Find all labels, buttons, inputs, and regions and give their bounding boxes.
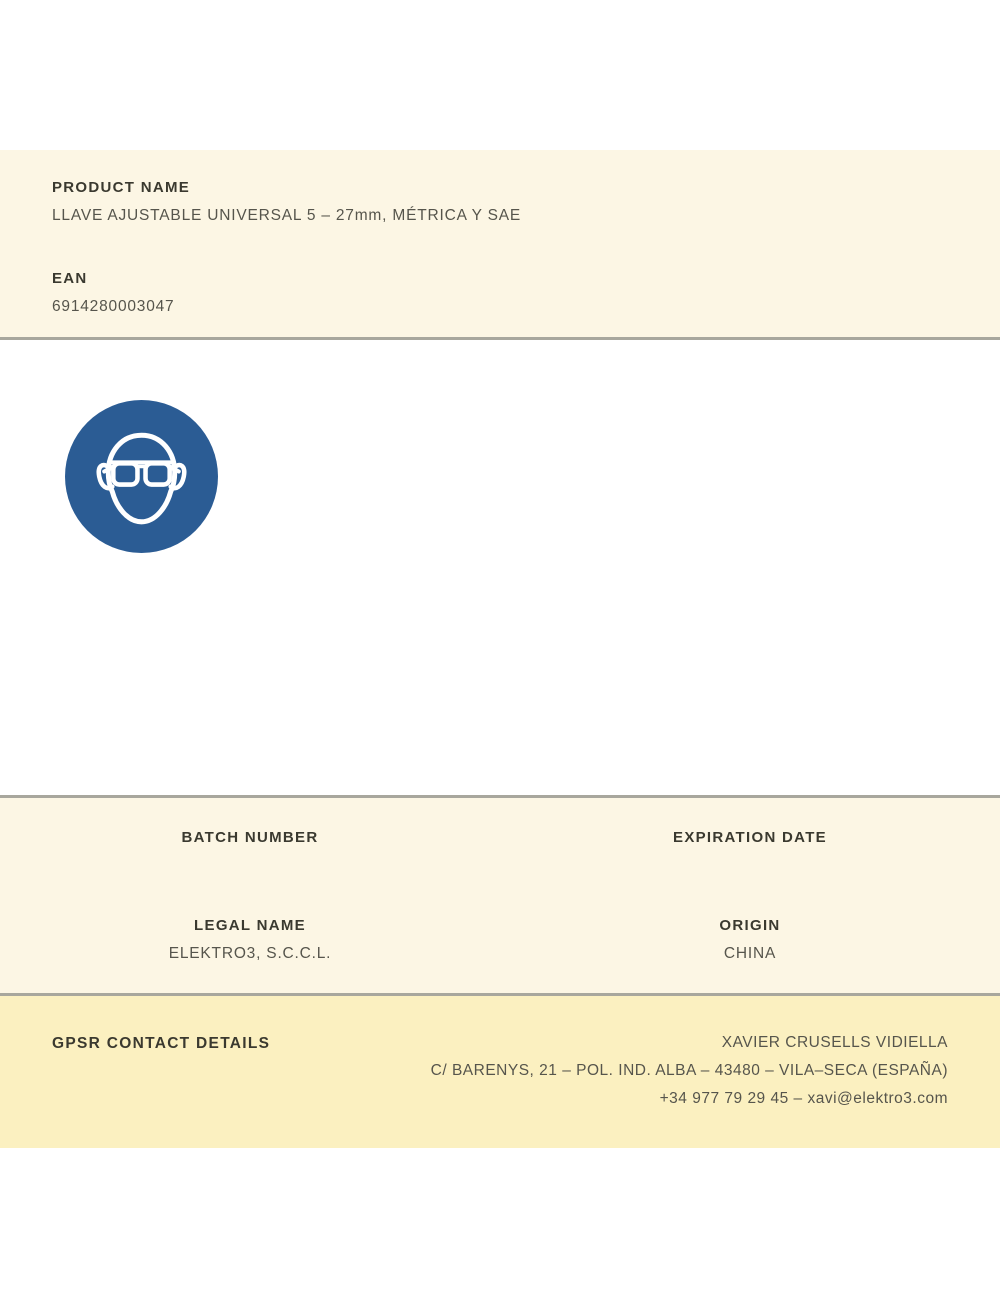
gpsr-title: GPSR CONTACT DETAILS <box>52 1035 271 1052</box>
batch-section <box>0 795 1000 993</box>
gpsr-contact-block <box>431 1029 948 1113</box>
batch-number-label: BATCH NUMBER <box>181 829 319 846</box>
origin-value: CHINA <box>723 945 777 962</box>
wear-eye-protection-icon <box>65 400 218 553</box>
legal-name-value: ELEKTRO3, S.C.C.L. <box>168 945 332 962</box>
gpsr-contact-name: XAVIER CRUSELLS VIDIELLA <box>721 1034 948 1051</box>
top-whitespace <box>0 0 1000 150</box>
gpsr-contact-phone-email: +34 977 79 29 45 – xavi@elektro3.com <box>659 1090 948 1107</box>
safety-icon-section <box>0 340 1000 795</box>
expiration-date-label: EXPIRATION DATE <box>673 829 827 846</box>
product-section <box>0 150 1000 340</box>
batch-column-right <box>500 828 1000 993</box>
batch-column-left <box>0 828 500 993</box>
legal-name-label: LEGAL NAME <box>194 917 306 934</box>
ean-value: 6914280003047 <box>52 298 175 315</box>
gpsr-section <box>0 993 1000 1148</box>
product-name-value: LLAVE AJUSTABLE UNIVERSAL 5 – 27mm, MÉTRICA Y SAE <box>52 207 522 224</box>
ean-label: EAN <box>52 270 88 287</box>
product-name-label: PRODUCT NAME <box>52 179 191 196</box>
origin-label: ORIGIN <box>719 917 781 934</box>
gpsr-contact-address: C/ BARENYS, 21 – POL. IND. ALBA – 43480 – VILA–SECA (ESPAÑA) <box>430 1062 948 1079</box>
